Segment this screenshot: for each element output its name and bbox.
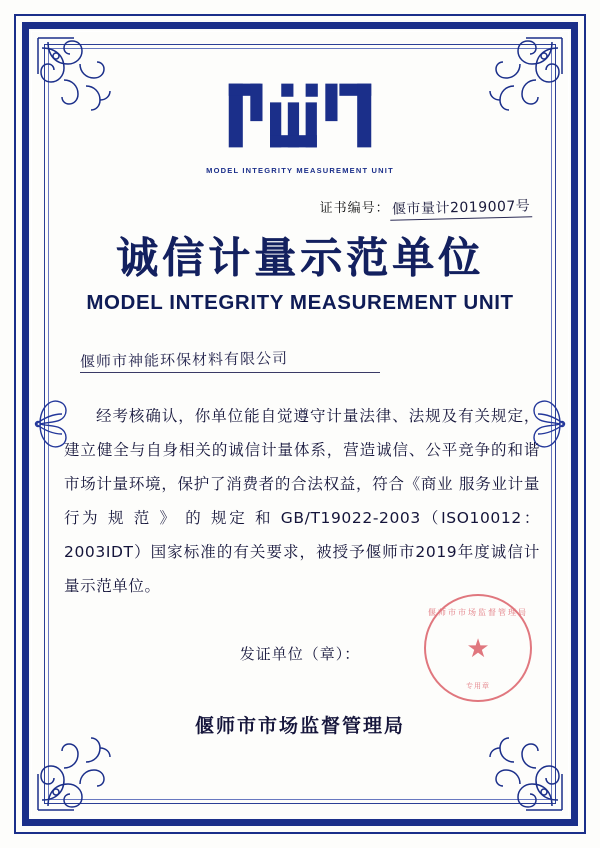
certificate-title-chinese: 诚信计量示范单位 bbox=[115, 233, 484, 282]
seal-bottom-text: 专用章 bbox=[466, 683, 490, 690]
miu-monogram-logo-icon bbox=[225, 78, 375, 153]
issuing-organization: 偃师市市场监督管理局 bbox=[194, 715, 405, 737]
logo-block bbox=[56, 56, 544, 175]
serial-number-row bbox=[56, 197, 544, 219]
certificate-title-english: MODEL INTEGRITY MEASUREMENT UNIT bbox=[86, 291, 514, 314]
recipient-name: 偃师市神能环保材料有限公司 bbox=[79, 349, 289, 371]
recipient-line bbox=[80, 349, 380, 373]
seal-top-text: 偃师市市场监督管理局 bbox=[428, 608, 528, 617]
serial-number-value: 偃市量计2019007号 bbox=[389, 195, 532, 220]
logo-subtitle: MODEL INTEGRITY MEASUREMENT UNIT bbox=[206, 166, 394, 175]
seal-star-icon: ★ bbox=[466, 633, 490, 663]
serial-number-label: 证书编号： bbox=[319, 200, 390, 215]
official-seal-stamp bbox=[424, 594, 532, 702]
issuer-label-row: 发证单位（章）： bbox=[239, 645, 361, 663]
certificate-body-text: 经考核确认，你单位能自觉遵守计量法律、法规及有关规定，建立健全与自身相关的诚信计量体系，营造诚信、公平竞争的和谐市场计量环境，保护了消费者的合法权益，符合《商业 服务业计量行为 规 范 》 的 规定 和 GB/T19022-2003（ISO10012：2003IDT）国家标准的有关要求，被授予偃师市2019年度诚信计量示范单位。 bbox=[64, 407, 540, 595]
